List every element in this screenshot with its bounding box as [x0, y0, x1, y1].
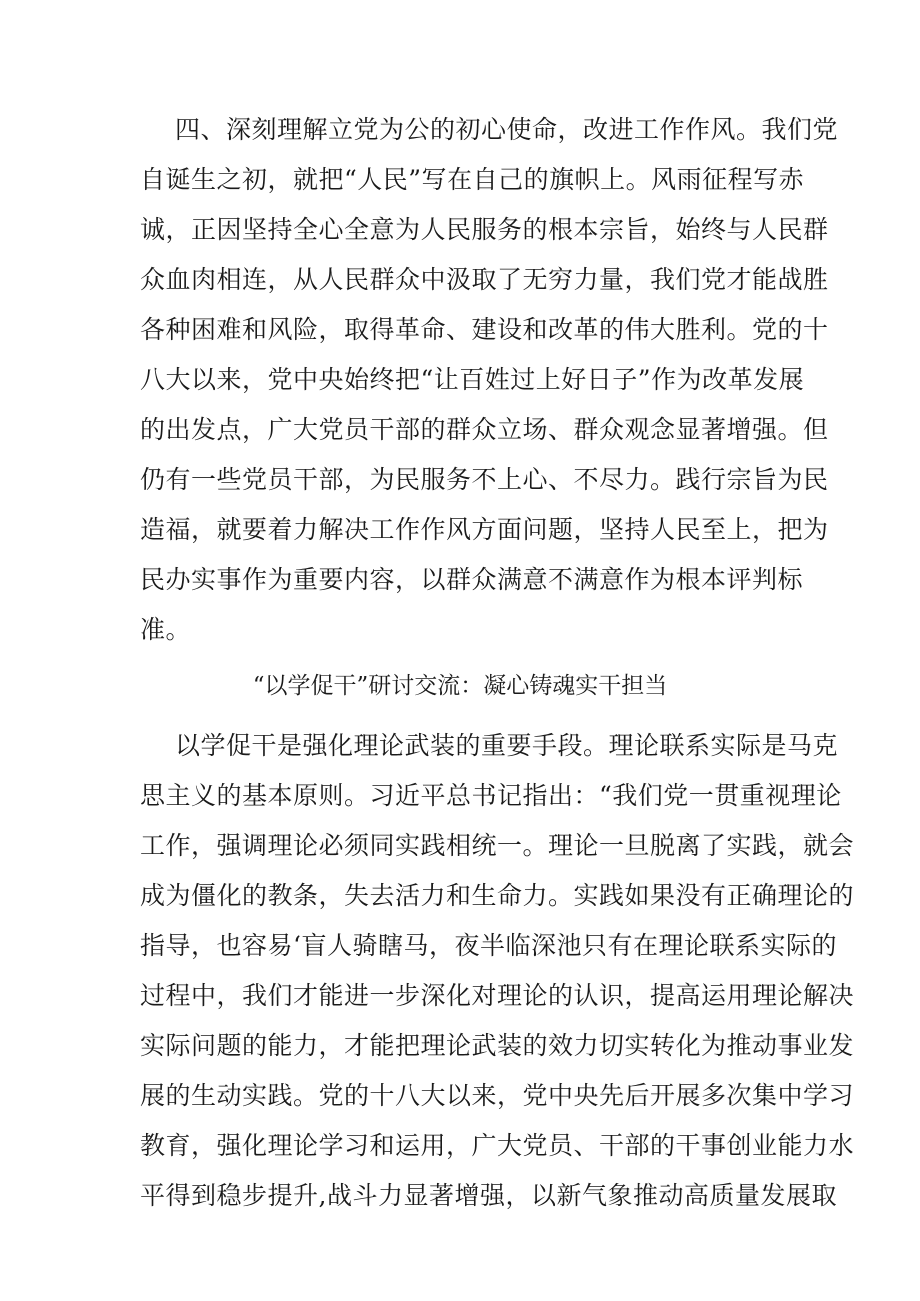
paragraph-line: 实际问题的能力，才能把理论武装的效力切实转化为推动事业发: [140, 1031, 855, 1060]
paragraph-line: 准。: [140, 615, 192, 644]
paragraph-line: 四、深刻理解立党为公的初心使命，改进工作作风。我们党: [175, 115, 839, 144]
paragraph-line: 平得到稳步提升,战斗力显著增强，以新气象推动高质量发展取: [140, 1181, 837, 1210]
paragraph-line: 八大以来，党中央始终把“让百姓过上好日子”作为改革发展: [140, 365, 805, 394]
paragraph-line: 的出发点，广大党员干部的群众立场、群众观念显著增强。但: [140, 415, 829, 444]
section-title: “以学促干”研讨交流：凝心铸魂实干担当: [252, 673, 668, 699]
paragraph-line: 造福，就要着力解决工作作风方面问题，坚持人民至上，把为: [140, 515, 829, 544]
paragraph-line: 思主义的基本原则。习近平总书记指出：“我们党一贯重视理论: [140, 781, 842, 810]
paragraph-line: 过程中，我们才能进一步深化对理论的认识，提高运用理论解决: [140, 981, 855, 1010]
paragraph-line: 展的生动实践。党的十八大以来，党中央先后开展多次集中学习: [140, 1081, 855, 1110]
paragraph-line: 民办实事作为重要内容，以群众满意不满意作为根本评判标: [140, 565, 804, 594]
paragraph-line: 众血肉相连，从人民群众中汲取了无穷力量，我们党才能战胜: [140, 265, 829, 294]
paragraph-line: 各种困难和风险，取得革命、建设和改革的伟大胜利。党的十: [140, 315, 829, 344]
paragraph-line: 以学促干是强化理论武装的重要手段。理论联系实际是马克: [175, 731, 839, 760]
paragraph-line: 仍有一些党员干部，为民服务不上心、不尽力。践行宗旨为民: [140, 465, 829, 494]
paragraph-line: 诚，正因坚持全心全意为人民服务的根本宗旨，始终与人民群: [140, 215, 829, 244]
paragraph-line: 指导，也容易‘盲人骑瞎马，夜半临深池只有在理论联系实际的: [140, 931, 837, 960]
paragraph-line: 自诞生之初，就把“人民”写在自己的旗帜上。风雨征程写赤: [140, 165, 805, 194]
paragraph-line: 成为僵化的教条，失去活力和生命力。实践如果没有正确理论的: [140, 881, 855, 910]
paragraph-line: 工作，强调理论必须同实践相统一。理论一旦脱离了实践，就会: [140, 831, 855, 860]
paragraph-line: 教育，强化理论学习和运用，广大党员、干部的干事创业能力水: [140, 1131, 855, 1160]
